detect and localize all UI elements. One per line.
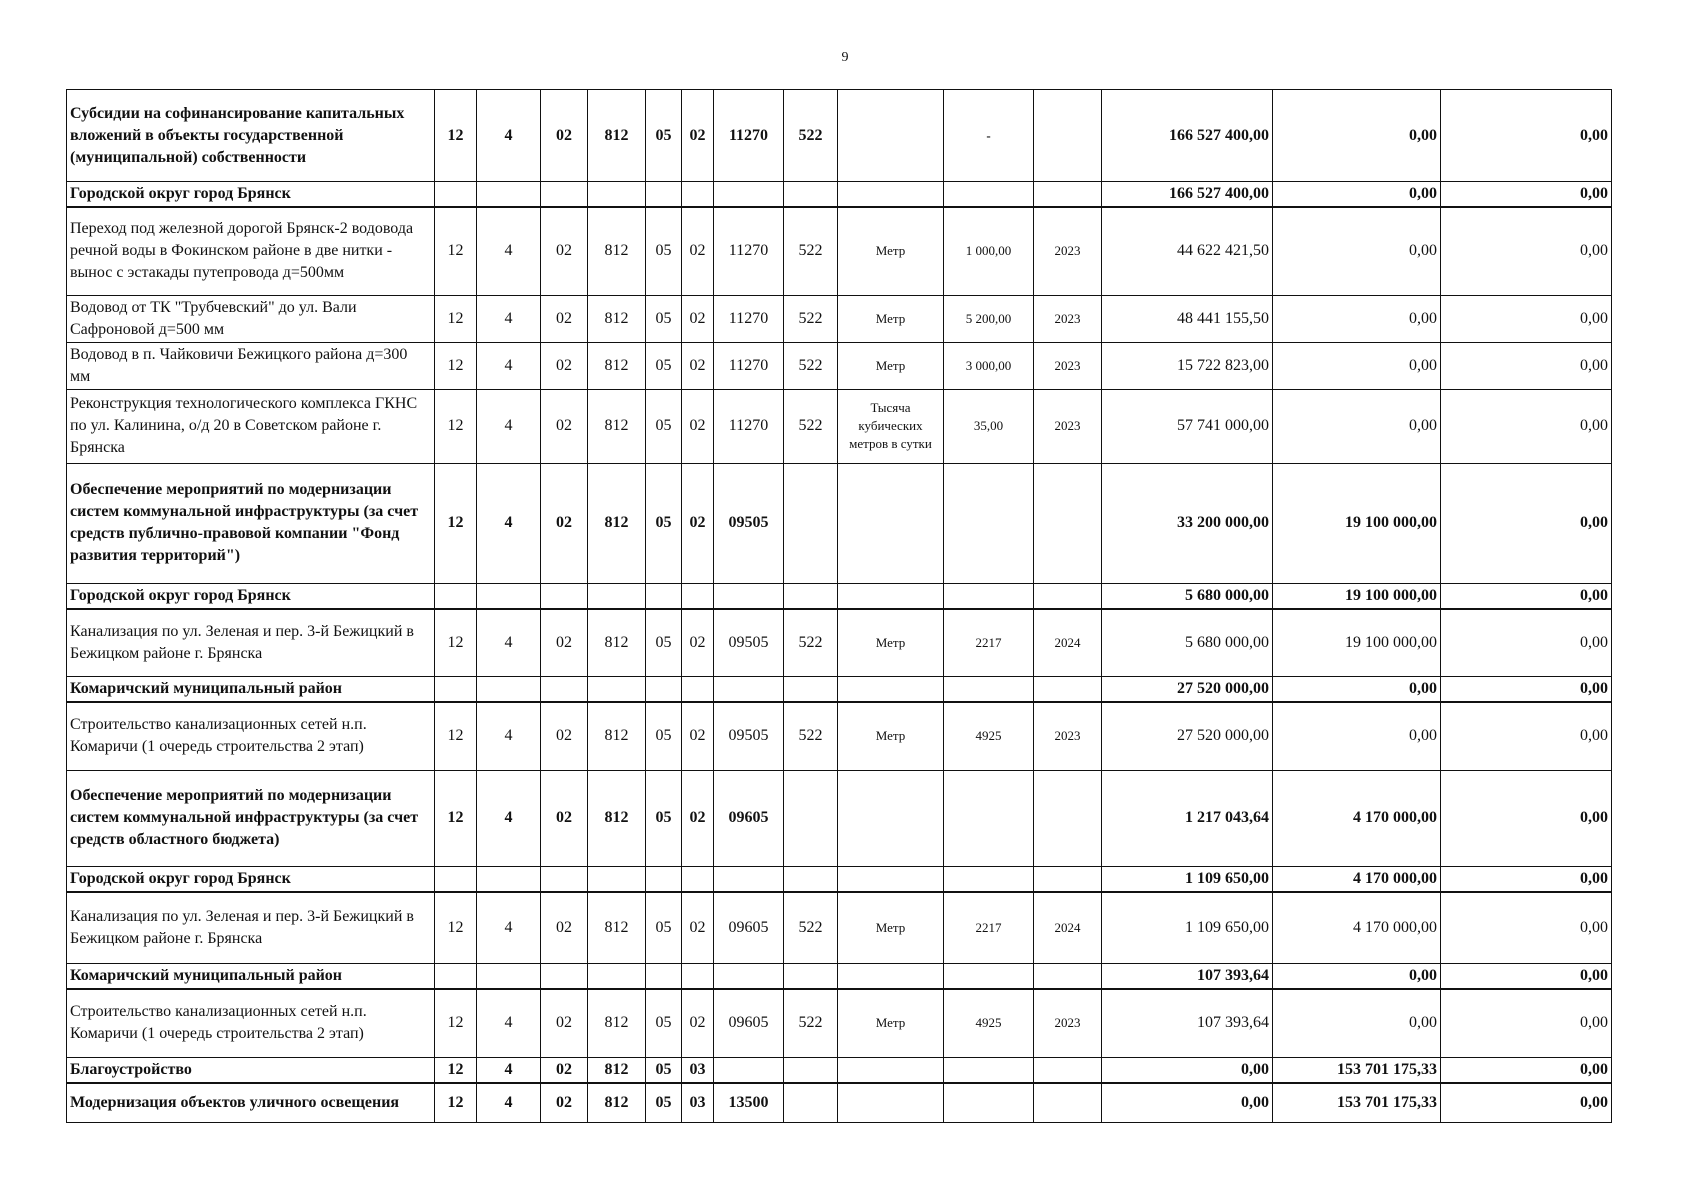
amount-year-2: 19 100 000,00: [1273, 463, 1441, 583]
code-col-1: 12: [435, 702, 477, 770]
unit-cell: [838, 1083, 944, 1123]
amount-year-3: 0,00: [1441, 583, 1612, 609]
subtotal-row: [67, 866, 1612, 892]
code-col-8: 522: [784, 342, 838, 389]
code-col-7: 11270: [714, 295, 784, 342]
code-col-2: [477, 677, 541, 703]
unit-cell: Метр: [838, 609, 944, 677]
code-col-4: 812: [588, 1083, 646, 1123]
code-col-8: 522: [784, 702, 838, 770]
code-col-7: 11270: [714, 342, 784, 389]
subtotal-row: [67, 583, 1612, 609]
code-col-6: 02: [682, 702, 714, 770]
row-name: Модернизация объектов уличного освещения: [67, 1083, 435, 1123]
code-col-3: 02: [541, 1083, 588, 1123]
row-name: Канализация по ул. Зеленая и пер. 3-й Бежицкий в Бежицком районе г. Брянска: [67, 609, 435, 677]
unit-cell: Тысяча кубических метров в сутки: [838, 389, 944, 463]
amount-year-3: 0,00: [1441, 892, 1612, 964]
code-col-8: [784, 1057, 838, 1083]
unit-cell: [838, 677, 944, 703]
code-col-6: 02: [682, 207, 714, 295]
amount-year-1: 44 622 421,50: [1102, 207, 1273, 295]
amount-year-1: 1 217 043,64: [1102, 770, 1273, 866]
code-col-6: 02: [682, 463, 714, 583]
code-col-5: [646, 964, 682, 990]
code-col-5: 05: [646, 342, 682, 389]
amount-year-2: 0,00: [1273, 342, 1441, 389]
code-col-2: [477, 182, 541, 208]
code-col-5: 05: [646, 463, 682, 583]
table-row: [67, 295, 1612, 342]
quantity-cell: [944, 463, 1034, 583]
quantity-cell: [944, 770, 1034, 866]
unit-cell: [838, 463, 944, 583]
code-col-2: 4: [477, 892, 541, 964]
amount-year-2: 0,00: [1273, 207, 1441, 295]
code-col-8: [784, 1083, 838, 1123]
amount-year-2: 0,00: [1273, 702, 1441, 770]
code-col-1: 12: [435, 90, 477, 182]
amount-year-2: 0,00: [1273, 677, 1441, 703]
year-cell: [1034, 964, 1102, 990]
code-col-4: 812: [588, 1057, 646, 1083]
code-col-2: 4: [477, 609, 541, 677]
row-name: Городской округ город Брянск: [67, 866, 435, 892]
code-col-6: 02: [682, 342, 714, 389]
year-cell: [1034, 677, 1102, 703]
table-row: [67, 1083, 1612, 1123]
code-col-2: 4: [477, 702, 541, 770]
quantity-cell: 4925: [944, 702, 1034, 770]
amount-year-1: 15 722 823,00: [1102, 342, 1273, 389]
code-col-8: 522: [784, 207, 838, 295]
code-col-7: 09605: [714, 770, 784, 866]
amount-year-3: 0,00: [1441, 90, 1612, 182]
code-col-1: [435, 866, 477, 892]
amount-year-1: 166 527 400,00: [1102, 182, 1273, 208]
code-col-4: 812: [588, 989, 646, 1057]
amount-year-3: 0,00: [1441, 866, 1612, 892]
row-name: Субсидии на софинансирование капитальных вложений в объекты государственной (муниципальной) собственности: [67, 90, 435, 182]
code-col-1: 12: [435, 989, 477, 1057]
year-cell: 2023: [1034, 702, 1102, 770]
table-row: [67, 609, 1612, 677]
row-name: Комаричский муниципальный район: [67, 677, 435, 703]
amount-year-1: 5 680 000,00: [1102, 583, 1273, 609]
row-name: Переход под железной дорогой Брянск-2 водовода речной воды в Фокинском районе в две нитки - вынос с эстакады путепровода д=500мм: [67, 207, 435, 295]
page-number: 9: [841, 50, 849, 65]
code-col-4: 812: [588, 770, 646, 866]
code-col-1: [435, 182, 477, 208]
row-name: Обеспечение мероприятий по модернизации систем коммунальной инфраструктуры (за счет средств областного бюджета): [67, 770, 435, 866]
code-col-4: [588, 182, 646, 208]
code-col-3: 02: [541, 342, 588, 389]
code-col-4: [588, 677, 646, 703]
subtotal-row: [67, 677, 1612, 703]
code-col-3: [541, 677, 588, 703]
code-col-7: [714, 866, 784, 892]
unit-cell: Метр: [838, 342, 944, 389]
year-cell: [1034, 1083, 1102, 1123]
quantity-cell: 2217: [944, 892, 1034, 964]
code-col-1: 12: [435, 892, 477, 964]
code-col-3: [541, 182, 588, 208]
table-row: [67, 892, 1612, 964]
code-col-7: 09505: [714, 463, 784, 583]
code-col-4: 812: [588, 702, 646, 770]
unit-cell: [838, 964, 944, 990]
code-col-8: 522: [784, 609, 838, 677]
code-col-6: [682, 583, 714, 609]
code-col-2: 4: [477, 770, 541, 866]
amount-year-2: 0,00: [1273, 389, 1441, 463]
quantity-cell: 1 000,00: [944, 207, 1034, 295]
row-name: Городской округ город Брянск: [67, 583, 435, 609]
code-col-6: 02: [682, 295, 714, 342]
code-col-5: 05: [646, 892, 682, 964]
amount-year-3: 0,00: [1441, 389, 1612, 463]
amount-year-2: 0,00: [1273, 295, 1441, 342]
code-col-8: [784, 677, 838, 703]
code-col-3: 02: [541, 463, 588, 583]
year-cell: 2023: [1034, 207, 1102, 295]
code-col-2: 4: [477, 295, 541, 342]
amount-year-2: 19 100 000,00: [1273, 583, 1441, 609]
code-col-2: 4: [477, 463, 541, 583]
code-col-3: [541, 583, 588, 609]
table-row: [67, 342, 1612, 389]
code-col-1: 12: [435, 770, 477, 866]
code-col-2: 4: [477, 342, 541, 389]
row-name: Водовод в п. Чайковичи Бежицкого района д=300 мм: [67, 342, 435, 389]
amount-year-1: 166 527 400,00: [1102, 90, 1273, 182]
year-cell: 2023: [1034, 389, 1102, 463]
amount-year-3: 0,00: [1441, 295, 1612, 342]
code-col-3: 02: [541, 295, 588, 342]
budget-table: [66, 89, 1612, 1123]
year-cell: [1034, 463, 1102, 583]
unit-cell: Метр: [838, 989, 944, 1057]
code-col-4: 812: [588, 90, 646, 182]
code-col-1: 12: [435, 342, 477, 389]
code-col-2: [477, 583, 541, 609]
code-col-1: 12: [435, 389, 477, 463]
code-col-1: [435, 583, 477, 609]
code-col-4: [588, 964, 646, 990]
amount-year-3: 0,00: [1441, 702, 1612, 770]
code-col-2: [477, 964, 541, 990]
amount-year-3: 0,00: [1441, 770, 1612, 866]
table-row: [67, 702, 1612, 770]
code-col-6: 02: [682, 770, 714, 866]
amount-year-1: 33 200 000,00: [1102, 463, 1273, 583]
quantity-cell: [944, 1057, 1034, 1083]
code-col-7: 13500: [714, 1083, 784, 1123]
amount-year-3: 0,00: [1441, 609, 1612, 677]
code-col-8: 522: [784, 989, 838, 1057]
code-col-8: 522: [784, 295, 838, 342]
code-col-3: 02: [541, 892, 588, 964]
quantity-cell: [944, 964, 1034, 990]
code-col-6: 03: [682, 1057, 714, 1083]
unit-cell: [838, 90, 944, 182]
code-col-2: 4: [477, 989, 541, 1057]
table-row: [67, 90, 1612, 182]
code-col-4: 812: [588, 609, 646, 677]
code-col-7: [714, 182, 784, 208]
table-row: [67, 207, 1612, 295]
code-col-8: [784, 770, 838, 866]
row-name: Строительство канализационных сетей н.п. Комаричи (1 очередь строительства 2 этап): [67, 989, 435, 1057]
subtotal-row: [67, 964, 1612, 990]
amount-year-1: 48 441 155,50: [1102, 295, 1273, 342]
amount-year-2: 19 100 000,00: [1273, 609, 1441, 677]
code-col-5: 05: [646, 609, 682, 677]
code-col-6: [682, 182, 714, 208]
year-cell: 2023: [1034, 989, 1102, 1057]
quantity-cell: 3 000,00: [944, 342, 1034, 389]
code-col-1: 12: [435, 295, 477, 342]
code-col-4: 812: [588, 295, 646, 342]
amount-year-1: 27 520 000,00: [1102, 702, 1273, 770]
code-col-4: 812: [588, 892, 646, 964]
code-col-3: 02: [541, 989, 588, 1057]
year-cell: 2024: [1034, 892, 1102, 964]
code-col-6: 03: [682, 1083, 714, 1123]
code-col-3: 02: [541, 207, 588, 295]
amount-year-1: 57 741 000,00: [1102, 389, 1273, 463]
code-col-5: [646, 182, 682, 208]
code-col-6: [682, 677, 714, 703]
code-col-4: [588, 583, 646, 609]
code-col-7: [714, 583, 784, 609]
code-col-1: 12: [435, 1057, 477, 1083]
amount-year-2: 0,00: [1273, 964, 1441, 990]
unit-cell: Метр: [838, 702, 944, 770]
amount-year-2: 0,00: [1273, 182, 1441, 208]
code-col-7: [714, 677, 784, 703]
code-col-5: 05: [646, 90, 682, 182]
amount-year-2: 4 170 000,00: [1273, 892, 1441, 964]
code-col-7: 09605: [714, 892, 784, 964]
code-col-5: 05: [646, 389, 682, 463]
amount-year-3: 0,00: [1441, 964, 1612, 990]
amount-year-1: 5 680 000,00: [1102, 609, 1273, 677]
amount-year-2: 4 170 000,00: [1273, 866, 1441, 892]
subtotal-row: [67, 182, 1612, 208]
quantity-cell: 2217: [944, 609, 1034, 677]
code-col-5: 05: [646, 207, 682, 295]
code-col-6: 02: [682, 892, 714, 964]
row-name: Городской округ город Брянск: [67, 182, 435, 208]
code-col-4: [588, 866, 646, 892]
row-name: Обеспечение мероприятий по модернизации систем коммунальной инфраструктуры (за счет средств публично-правовой компании "Фонд развития территорий"): [67, 463, 435, 583]
year-cell: [1034, 1057, 1102, 1083]
row-name: Реконструкция технологического комплекса ГКНС по ул. Калинина, о/д 20 в Советском районе г. Брянска: [67, 389, 435, 463]
code-col-7: 09505: [714, 609, 784, 677]
code-col-6: 02: [682, 989, 714, 1057]
unit-cell: [838, 1057, 944, 1083]
unit-cell: Метр: [838, 295, 944, 342]
code-col-1: 12: [435, 463, 477, 583]
year-cell: [1034, 182, 1102, 208]
row-name: Строительство канализационных сетей н.п. Комаричи (1 очередь строительства 2 этап): [67, 702, 435, 770]
amount-year-1: 0,00: [1102, 1057, 1273, 1083]
quantity-cell: [944, 583, 1034, 609]
code-col-3: 02: [541, 609, 588, 677]
code-col-3: 02: [541, 90, 588, 182]
code-col-1: 12: [435, 609, 477, 677]
unit-cell: Метр: [838, 892, 944, 964]
amount-year-3: 0,00: [1441, 677, 1612, 703]
amount-year-1: 1 109 650,00: [1102, 866, 1273, 892]
code-col-7: 11270: [714, 389, 784, 463]
code-col-1: [435, 677, 477, 703]
unit-cell: [838, 583, 944, 609]
code-col-8: 522: [784, 389, 838, 463]
row-name: Канализация по ул. Зеленая и пер. 3-й Бежицкий в Бежицком районе г. Брянска: [67, 892, 435, 964]
year-cell: [1034, 770, 1102, 866]
code-col-7: [714, 964, 784, 990]
code-col-4: 812: [588, 389, 646, 463]
code-col-6: 02: [682, 609, 714, 677]
amount-year-3: 0,00: [1441, 342, 1612, 389]
table-row: [67, 770, 1612, 866]
year-cell: [1034, 583, 1102, 609]
amount-year-3: 0,00: [1441, 182, 1612, 208]
code-col-4: 812: [588, 342, 646, 389]
table-row: [67, 463, 1612, 583]
amount-year-2: 153 701 175,33: [1273, 1057, 1441, 1083]
code-col-7: 11270: [714, 207, 784, 295]
code-col-2: [477, 866, 541, 892]
code-col-7: 09605: [714, 989, 784, 1057]
code-col-2: 4: [477, 389, 541, 463]
code-col-8: [784, 583, 838, 609]
code-col-3: [541, 964, 588, 990]
code-col-5: 05: [646, 295, 682, 342]
amount-year-3: 0,00: [1441, 207, 1612, 295]
subtotal-row: [67, 1057, 1612, 1083]
code-col-2: 4: [477, 207, 541, 295]
code-col-5: [646, 677, 682, 703]
quantity-cell: 4925: [944, 989, 1034, 1057]
code-col-1: 12: [435, 207, 477, 295]
amount-year-2: 4 170 000,00: [1273, 770, 1441, 866]
code-col-3: 02: [541, 702, 588, 770]
code-col-1: 12: [435, 1083, 477, 1123]
code-col-6: [682, 964, 714, 990]
amount-year-1: 0,00: [1102, 1083, 1273, 1123]
code-col-6: 02: [682, 389, 714, 463]
code-col-4: 812: [588, 207, 646, 295]
code-col-7: 11270: [714, 90, 784, 182]
quantity-cell: [944, 866, 1034, 892]
amount-year-2: 153 701 175,33: [1273, 1083, 1441, 1123]
unit-cell: [838, 182, 944, 208]
code-col-5: 05: [646, 702, 682, 770]
code-col-7: [714, 1057, 784, 1083]
code-col-8: [784, 964, 838, 990]
code-col-2: 4: [477, 1083, 541, 1123]
amount-year-1: 107 393,64: [1102, 964, 1273, 990]
code-col-5: [646, 866, 682, 892]
quantity-cell: 5 200,00: [944, 295, 1034, 342]
amount-year-1: 1 109 650,00: [1102, 892, 1273, 964]
code-col-3: 02: [541, 389, 588, 463]
code-col-3: [541, 866, 588, 892]
quantity-cell: -: [944, 90, 1034, 182]
code-col-8: [784, 463, 838, 583]
code-col-5: 05: [646, 989, 682, 1057]
code-col-6: 02: [682, 90, 714, 182]
code-col-1: [435, 964, 477, 990]
code-col-2: 4: [477, 90, 541, 182]
quantity-cell: 35,00: [944, 389, 1034, 463]
amount-year-2: 0,00: [1273, 90, 1441, 182]
code-col-5: 05: [646, 1057, 682, 1083]
quantity-cell: [944, 182, 1034, 208]
code-col-7: 09505: [714, 702, 784, 770]
year-cell: 2023: [1034, 295, 1102, 342]
amount-year-3: 0,00: [1441, 989, 1612, 1057]
amount-year-1: 107 393,64: [1102, 989, 1273, 1057]
amount-year-3: 0,00: [1441, 1083, 1612, 1123]
unit-cell: [838, 770, 944, 866]
year-cell: [1034, 90, 1102, 182]
year-cell: 2023: [1034, 342, 1102, 389]
code-col-3: 02: [541, 1057, 588, 1083]
code-col-8: [784, 182, 838, 208]
quantity-cell: [944, 677, 1034, 703]
code-col-5: 05: [646, 770, 682, 866]
code-col-5: [646, 583, 682, 609]
row-name: Комаричский муниципальный район: [67, 964, 435, 990]
amount-year-1: 27 520 000,00: [1102, 677, 1273, 703]
amount-year-3: 0,00: [1441, 1057, 1612, 1083]
row-name: Благоустройство: [67, 1057, 435, 1083]
amount-year-3: 0,00: [1441, 463, 1612, 583]
unit-cell: Метр: [838, 207, 944, 295]
code-col-5: 05: [646, 1083, 682, 1123]
quantity-cell: [944, 1083, 1034, 1123]
code-col-4: 812: [588, 463, 646, 583]
row-name: Водовод от ТК "Трубчевский" до ул. Вали Сафроновой д=500 мм: [67, 295, 435, 342]
unit-cell: [838, 866, 944, 892]
code-col-6: [682, 866, 714, 892]
code-col-8: [784, 866, 838, 892]
code-col-2: 4: [477, 1057, 541, 1083]
year-cell: 2024: [1034, 609, 1102, 677]
table-row: [67, 389, 1612, 463]
code-col-8: 522: [784, 892, 838, 964]
code-col-8: 522: [784, 90, 838, 182]
year-cell: [1034, 866, 1102, 892]
code-col-3: 02: [541, 770, 588, 866]
amount-year-2: 0,00: [1273, 989, 1441, 1057]
table-row: [67, 989, 1612, 1057]
